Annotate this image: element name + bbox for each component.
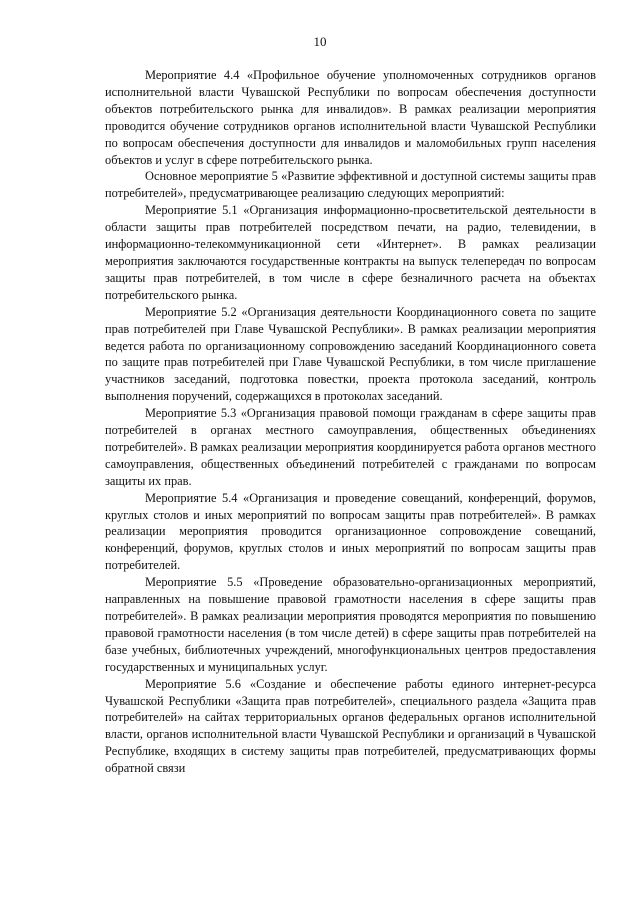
paragraph-main-measure-5: Основное мероприятие 5 «Развитие эффективной и доступной системы защиты прав потребителей», предусматривающее реализацию следующих мероприятий: <box>105 169 596 201</box>
document-body <box>105 67 596 777</box>
paragraph-measure-5-4: Мероприятие 5.4 «Организация и проведение совещаний, конференций, форумов, круглых столов и иных мероприятий по вопросам защиты прав потребителей». В рамках реализации мероприятия проводится организационное сопровождение совещаний, конференций, форумов, круглых столов и иных мероприятий по вопросам защиты прав потребителей. <box>105 490 596 573</box>
paragraph-measure-5-1: Мероприятие 5.1 «Организация информационно-просветительской деятельности в области защиты прав потребителей посредством печати, на радио, телевидении, в информационно-телекоммуникационной сети «Интернет». В рамках реализации мероприятия заключаются государственные контракты на выпуск телепередач по вопросам защиты прав потребителей, в том числе в сфере безналичного расчета на объектах потребительского рынка. <box>105 203 596 302</box>
paragraph-measure-5-2: Мероприятие 5.2 «Организация деятельности Координационного совета по защите прав потребителей при Главе Чувашской Республики». В рамках реализации мероприятия ведется работа по организационному сопровождению заседаний Координационного совета по защите прав потребителей при Главе Чувашской Республики, в том числе приглашение участников заседаний, подготовка повестки, проекта протокола заседаний, контроль выполнения поручений, содержащихся в протоколах заседаний. <box>105 304 596 404</box>
page-number: 10 <box>313 34 327 49</box>
paragraph-measure-4-4: Мероприятие 4.4 «Профильное обучение уполномоченных сотрудников органов исполнительной власти Чувашской Республики по вопросам обеспечения доступности объектов потребительского рынка для инвалидов». В рамках реализации мероприятия проводится обучение сотрудников органов исполнительной власти Чувашской Республики по вопросам обеспечения доступности для инвалидов и маломобильных групп населения объектов и услуг в сфере потребительского рынка. <box>105 68 596 167</box>
paragraph-measure-5-5: Мероприятие 5.5 «Проведение образовательно-организационных мероприятий, направленных на повышение правовой грамотности населения в сфере защиты прав потребителей». В рамках реализации мероприятия проводятся мероприятия по повышению правовой грамотности населения (в том числе детей) в сфере защиты прав потребителей на базе учебных, библиотечных учреждений, многофункциональных центров предоставления государственных и муниципальных услуг. <box>105 575 596 674</box>
paragraph-measure-5-3: Мероприятие 5.3 «Организация правовой помощи гражданам в сфере защиты прав потребителей в органах местного самоуправления, общественных объединениях потребителей». В рамках реализации мероприятия координируется работа органов местного самоуправления, общественных объединений потребителей с гражданами по вопросам защиты их прав. <box>105 406 596 488</box>
paragraph-measure-5-6: Мероприятие 5.6 «Создание и обеспечение работы единого интернет-ресурса Чувашской Республики «Защита прав потребителей», специального раздела «Защита прав потребителей» на сайтах территориальных органов федеральных органов исполнительной власти, органов исполнительной власти Чувашской Республики и организаций в Чувашской Республике, входящих в систему защиты прав потребителей, предусматривающих формы обратной связи <box>105 676 596 776</box>
